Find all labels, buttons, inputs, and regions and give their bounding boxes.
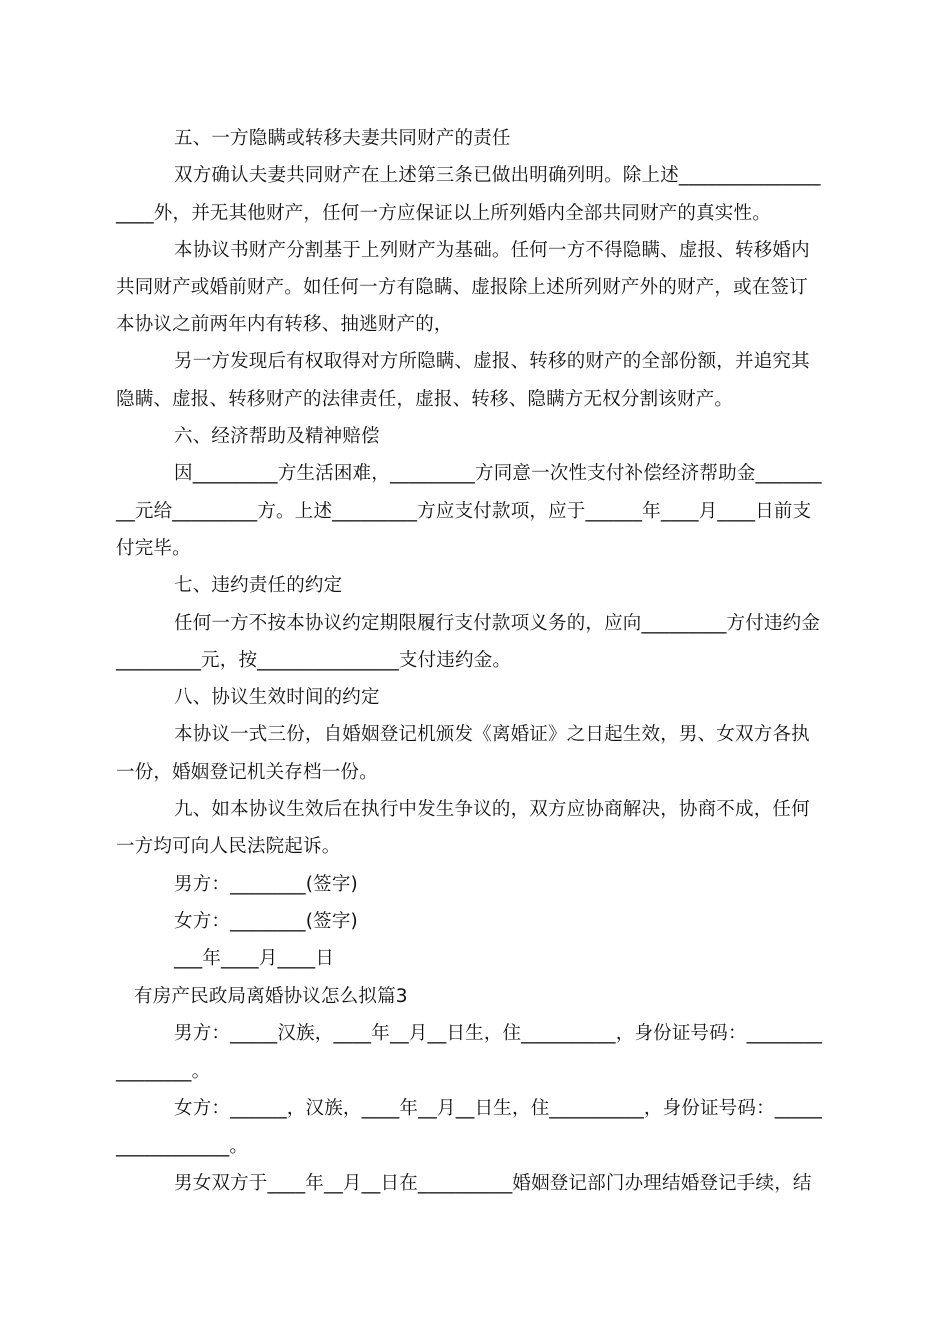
male-signature-line: 男方：________(签字) bbox=[174, 874, 358, 895]
female-info-line-1: 女方：______，汉族，____年__月__日生，住__________，身份证号码：_____ bbox=[174, 1098, 823, 1119]
male-info-line-1: 男方：_____汉族，____年__月__日生，住__________，身份证号码：________ bbox=[174, 1023, 823, 1044]
section-9-para-line-1: 九、如本协议生效后在执行中发生争议的，双方应协商解决，协商不成，任何 bbox=[174, 799, 810, 820]
section-5-para-3-line-1: 另一方发现后有权取得对方所隐瞒、虚报、转移的财产的全部份额，并追究其 bbox=[174, 351, 810, 372]
section-9-para-line-2: 一方均可向人民法院起诉。 bbox=[116, 836, 341, 857]
section-5-para-1-line-1: 双方确认夫妻共同财产在上述第三条已做出明确列明。除上述_______________ bbox=[174, 165, 821, 186]
article-3-title: 有房产民政局离婚协议怎么拟篇3 bbox=[134, 986, 408, 1007]
female-signature-line: 女方：________(签字) bbox=[174, 911, 358, 932]
section-6-para-line-1: 因_________方生活困难，_________方同意一次性支付补偿经济帮助金_______ bbox=[174, 463, 822, 484]
marriage-registration-line: 男女双方于____年__月__日在__________婚姻登记部门办理结婚登记手续，结 bbox=[174, 1173, 812, 1194]
section-5-para-2-line-2: 共同财产或婚前财产。如任何一方有隐瞒、虚报除上述所列财产外的财产，或在签订 bbox=[116, 277, 808, 298]
male-info-line-2: ________。 bbox=[116, 1061, 211, 1082]
section-6-para-line-3: 付完毕。 bbox=[116, 538, 191, 559]
section-7-para-line-2: _________元，按_______________支付违约金。 bbox=[116, 650, 512, 671]
section-5-para-1-line-2: ____外，并无其他财产，任何一方应保证以上所列婚内全部共同财产的真实性。 bbox=[116, 203, 771, 224]
section-8-para-line-2: 一份，婚姻登记机关存档一份。 bbox=[116, 762, 378, 783]
section-5-para-2-line-3: 本协议之前两年内有转移、抽逃财产的， bbox=[116, 314, 453, 335]
section-6-heading: 六、经济帮助及精神赔偿 bbox=[174, 426, 380, 447]
section-5-para-3-line-2: 隐瞒、虚报、转移财产的法律责任，虚报、转移、隐瞒方无权分割该财产。 bbox=[116, 389, 734, 410]
section-5-para-2-line-1: 本协议书财产分割基于上列财产为基础。任何一方不得隐瞒、虚报、转移婚内 bbox=[174, 240, 810, 261]
section-7-para-line-1: 任何一方不按本协议约定期限履行支付款项义务的，应向_________方付违约金 bbox=[174, 613, 821, 634]
section-8-heading: 八、协议生效时间的约定 bbox=[174, 687, 380, 708]
section-6-para-line-2: __元给_________方。上述_________方应支付款项，应于______年____月____日前支 bbox=[116, 501, 812, 522]
section-8-para-line-1: 本协议一式三份，自婚姻登记机颁发《离婚证》之日起生效，男、女双方各执 bbox=[174, 724, 810, 745]
section-7-heading: 七、违约责任的约定 bbox=[174, 575, 343, 596]
female-info-line-2: ____________。 bbox=[116, 1136, 249, 1157]
section-5-heading: 五、一方隐瞒或转移夫妻共同财产的责任 bbox=[174, 128, 511, 149]
date-line: ___年____月____日 bbox=[174, 948, 335, 969]
